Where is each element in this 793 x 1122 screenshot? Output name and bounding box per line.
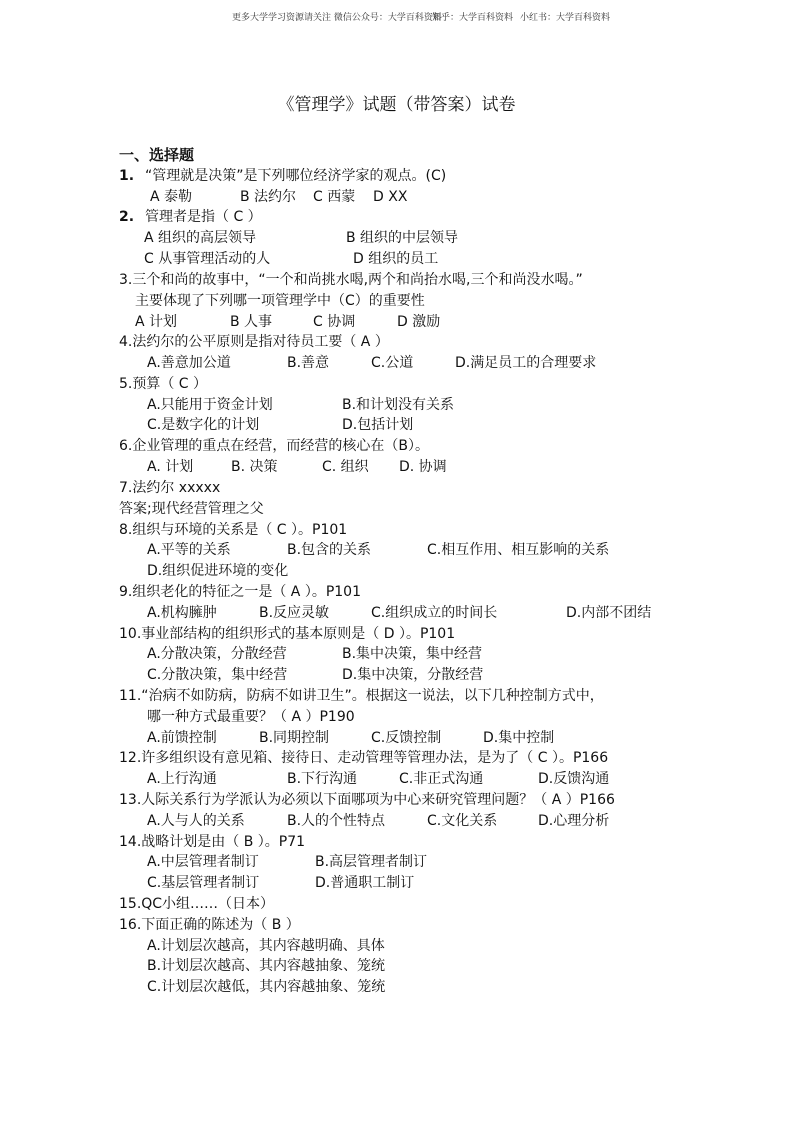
section-heading: 一、选择题 (119, 146, 195, 164)
q6-text: 6.企业管理的重点在经营，而经营的核心在（B）。 (119, 438, 429, 454)
q16-option: C.计划层次越低，其内容越抽象、笼统 (147, 979, 386, 995)
q7-answer: 答案;现代经营管理之父 (119, 501, 264, 517)
q14-text: 14.战略计划是由（ B ）。P71 (119, 834, 306, 850)
q6-option: B. 决策 (231, 459, 278, 475)
q12-option: C.非正式沟通 (399, 771, 484, 787)
q8-option: D.组织促进环境的变化 (147, 563, 289, 579)
q5-option: C.是数字化的计划 (147, 417, 260, 433)
q3-text: 3.三个和尚的故事中，“一个和尚挑水喝,两个和尚抬水喝,三个和尚没水喝。” (119, 272, 583, 288)
header-xiaohongshu: 小红书：大学百科资料 (520, 13, 611, 23)
q2-option: A 组织的高层领导 (144, 230, 257, 246)
q3-option: D 激励 (397, 314, 441, 330)
page-title: 《管理学》试题（带答案）试卷 (277, 95, 516, 115)
q11-option: B.同期控制 (259, 730, 330, 746)
q2-option: D 组织的员工 (353, 251, 439, 267)
q2-option: C 从事管理活动的人 (144, 251, 271, 267)
q13-option: B.人的个性特点 (287, 813, 386, 829)
q4-text: 4.法约尔的公平原则是指对待员工要（ A ） (119, 334, 389, 350)
q8-option: A.平等的关系 (147, 542, 231, 558)
q12-option: D.反馈沟通 (538, 771, 610, 787)
q9-option: B.反应灵敏 (259, 605, 330, 621)
q8-option: B.包含的关系 (287, 542, 372, 558)
q10-option: D.集中决策，分散经营 (342, 667, 484, 683)
q3-option: B 人事 (230, 314, 273, 330)
q3-option: A 计划 (135, 314, 178, 330)
q6-option: D. 协调 (399, 459, 447, 475)
q12-option: A.上行沟通 (147, 771, 217, 787)
q13-option: C.文化关系 (427, 813, 498, 829)
q13-option: D.心理分析 (538, 813, 610, 829)
q6-option: A. 计划 (147, 459, 194, 475)
q14-option: B.高层管理者制订 (315, 854, 428, 870)
q1-option: B 法约尔 (240, 189, 297, 205)
q13-option: A.人与人的关系 (147, 813, 245, 829)
q16-option: B.计划层次越高、其内容越抽象、笼统 (147, 958, 386, 974)
q11-option: D.集中控制 (483, 730, 555, 746)
q4-option: B.善意 (287, 355, 330, 371)
q5-option: B.和计划没有关系 (342, 397, 455, 413)
q9-option: D.内部不团结 (566, 605, 652, 621)
q1-text: “管理就是决策”是下列哪位经济学家的观点。(C) (145, 168, 447, 184)
q8-text: 8.组织与环境的关系是（ C ）。P101 (119, 522, 348, 538)
q9-option: A.机构臃肿 (147, 605, 217, 621)
q7-text: 7.法约尔 xxxxx (119, 480, 221, 496)
q1-option: C 西蒙 (313, 189, 356, 205)
q11-option: A.前馈控制 (147, 730, 217, 746)
q11-text-cont: 哪一种方式最重要？（ A ）P190 (147, 709, 355, 725)
q13-text: 13.人际关系行为学派认为必须以下面哪项为中心来研究管理问题？（ A ）P166 (119, 792, 615, 808)
q1-option: D XX (373, 189, 408, 205)
q4-option: C.公道 (371, 355, 414, 371)
q1-option: A 泰勒 (150, 189, 193, 205)
q11-option: C.反馈控制 (371, 730, 442, 746)
q9-option: C.组织成立的时间长 (371, 605, 498, 621)
q14-option: D.普通职工制订 (315, 875, 415, 891)
q14-option: C.基层管理者制订 (147, 875, 260, 891)
header-zhihu: 知乎：大学百科资料 (432, 13, 514, 23)
q2-text: 管理者是指（ C ） (145, 209, 262, 225)
q9-text: 9.组织老化的特征之一是（ A ）。P101 (119, 584, 361, 600)
q10-option: C.分散决策，集中经营 (147, 667, 288, 683)
q11-text: 11.“治病不如防病，防病不如讲卫生”。根据这一说法，以下几种控制方式中， (119, 688, 604, 704)
q10-option: B.集中决策，集中经营 (342, 646, 483, 662)
q16-option: A.计划层次越高，其内容越明确、具体 (147, 938, 385, 954)
q5-option: A.只能用于资金计划 (147, 397, 273, 413)
q8-option: C.相互作用、相互影响的关系 (427, 542, 610, 558)
q2-number: 2. (119, 209, 135, 225)
q10-text: 10.事业部结构的组织形式的基本原则是（ D ）。P101 (119, 626, 456, 642)
q16-text: 16.下面正确的陈述为（ B ） (119, 917, 300, 933)
q10-option: A.分散决策，分散经营 (147, 646, 287, 662)
q4-option: A.善意加公道 (147, 355, 231, 371)
q5-option: D.包括计划 (342, 417, 414, 433)
q12-option: B.下行沟通 (287, 771, 358, 787)
q2-option: B 组织的中层领导 (346, 230, 459, 246)
header-note: 更多大学学习资源请关注 微信公众号：大学百科资料 (232, 13, 442, 23)
q5-text: 5.预算（ C ） (119, 376, 208, 392)
q4-option: D.满足员工的合理要求 (455, 355, 597, 371)
q6-option: C. 组织 (322, 459, 369, 475)
q15-text: 15.QC小组……（日本） (119, 896, 275, 912)
q12-text: 12.许多组织设有意见箱、接待日、走动管理等管理办法，是为了（ C ）。P166 (119, 750, 609, 766)
q3-text-cont: 主要体现了下列哪一项管理学中（C）的重要性 (135, 293, 425, 309)
q3-option: C 协调 (313, 314, 356, 330)
q1-number: 1. (119, 168, 135, 184)
q14-option: A.中层管理者制订 (147, 854, 259, 870)
